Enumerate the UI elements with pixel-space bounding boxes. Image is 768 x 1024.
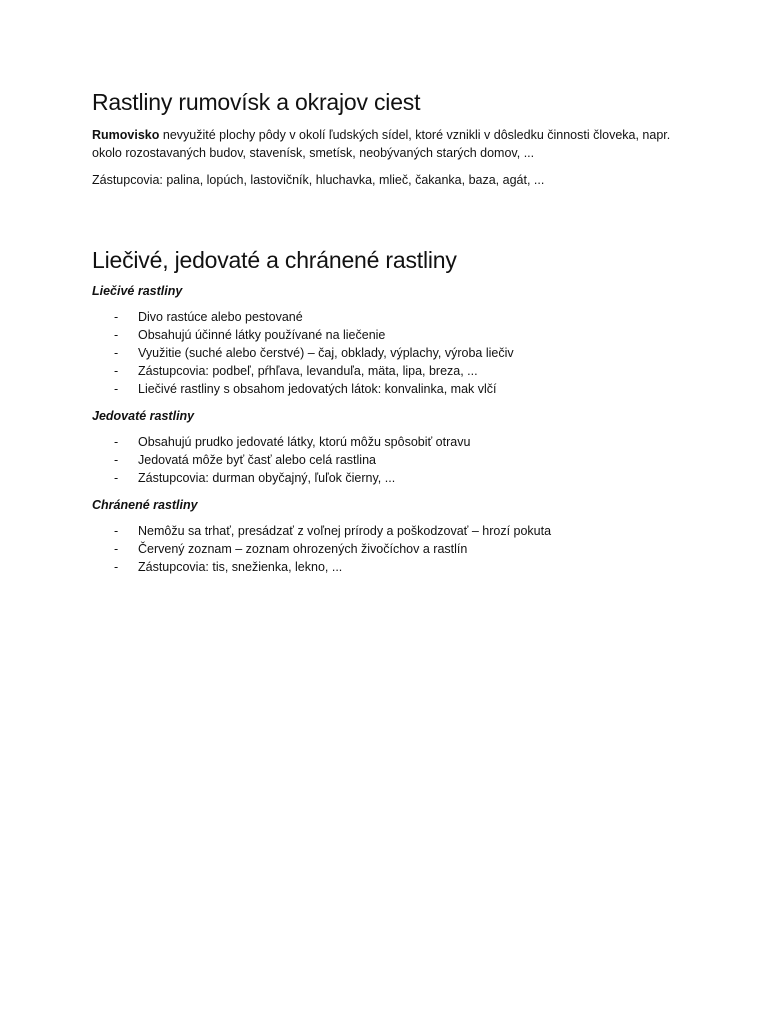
list-item xyxy=(92,326,702,344)
list-item-text: Obsahujú prudko jedovaté látky, ktorú môžu spôsobiť otravu xyxy=(138,435,471,449)
section-title-ruderal-plants: Rastliny rumovísk a okrajov ciest xyxy=(92,89,421,115)
list-item-text: Červený zoznam – zoznam ohrozených živočíchov a rastlín xyxy=(138,542,468,556)
intro-term: Rumovisko xyxy=(92,128,160,142)
list-item xyxy=(92,522,702,540)
list-item-text: Zástupcovia: tis, snežienka, lekno, ... xyxy=(138,560,343,574)
dash-bullet: - xyxy=(114,382,119,396)
dash-bullet: - xyxy=(114,560,119,574)
dash-bullet: - xyxy=(114,435,119,449)
section-title-medicinal-plants: Liečivé, jedovaté a chránené rastliny xyxy=(92,247,457,273)
list-item-text: Zástupcovia: podbeľ, pŕhľava, levanduľa, mäta, lipa, breza, ... xyxy=(138,364,478,378)
list-item-text: Využitie (suché alebo čerstvé) – čaj, obklady, výplachy, výroba liečiv xyxy=(138,346,514,360)
section-medicinal-poisonous-protected xyxy=(92,246,702,576)
list-item xyxy=(92,308,702,326)
list-item xyxy=(92,558,702,576)
dash-bullet: - xyxy=(114,542,119,556)
dash-bullet: - xyxy=(114,453,119,467)
list-item-text: Zástupcovia: durman obyčajný, ľuľok čierny, ... xyxy=(138,471,396,485)
list-medicinal xyxy=(92,308,702,398)
list-item xyxy=(92,380,702,398)
dash-bullet: - xyxy=(114,310,119,324)
dash-bullet: - xyxy=(114,364,119,378)
list-item xyxy=(92,469,702,487)
list-item xyxy=(92,344,702,362)
document-page xyxy=(92,88,702,576)
list-item-text: Obsahujú účinné látky používané na liečenie xyxy=(138,328,386,342)
list-item xyxy=(92,362,702,380)
list-item-text: Divo rastúce alebo pestované xyxy=(138,310,303,324)
list-protected xyxy=(92,522,702,576)
dash-bullet: - xyxy=(114,524,119,538)
intro-paragraph xyxy=(92,126,702,162)
list-item xyxy=(92,540,702,558)
dash-bullet: - xyxy=(114,328,119,342)
list-item-text: Nemôžu sa trhať, presádzať z voľnej prírody a poškodzovať – hrozí pokuta xyxy=(138,524,552,538)
subheading-protected: Chránené rastliny xyxy=(92,498,198,512)
list-item-text: Jedovatá môže byť časť alebo celá rastlina xyxy=(138,453,376,467)
list-item xyxy=(92,451,702,469)
list-poisonous xyxy=(92,433,702,487)
subheading-medicinal: Liečivé rastliny xyxy=(92,284,183,298)
list-item-text: Liečivé rastliny s obsahom jedovatých látok: konvalinka, mak vlčí xyxy=(138,382,497,396)
subheading-poisonous: Jedovaté rastliny xyxy=(92,409,195,423)
dash-bullet: - xyxy=(114,471,119,485)
dash-bullet: - xyxy=(114,346,119,360)
list-item xyxy=(92,433,702,451)
intro-text: nevyužité plochy pôdy v okolí ľudských sídel, ktoré vznikli v dôsledku činnosti človeka, napr. okolo rozostavaných budov, stavenísk, smetísk, neobývaných starých domov, ... xyxy=(92,128,671,160)
ruderal-representatives: Zástupcovia: palina, lopúch, lastovičník, hluchavka, mlieč, čakanka, baza, agát, ... xyxy=(92,173,545,187)
